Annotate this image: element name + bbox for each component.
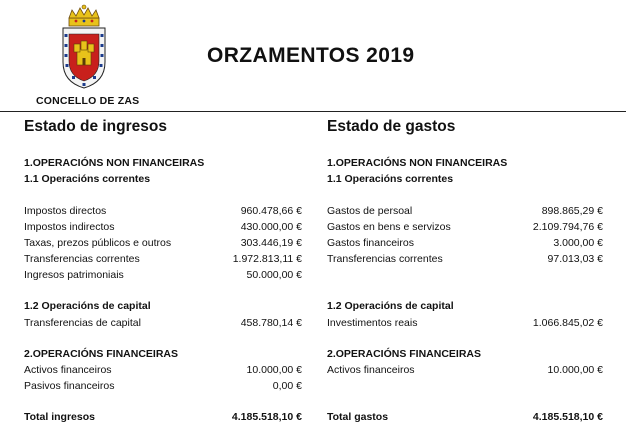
income-subsection-capital: 1.2 Operacións de capital <box>24 300 151 312</box>
expense-row: Transferencias correntes 97.013,03 € <box>327 253 603 265</box>
expense-row: Gastos financeiros 3.000,00 € <box>327 237 603 249</box>
coat-of-arms-icon <box>60 4 108 90</box>
income-total: Total ingresos 4.185.518,10 € <box>24 411 302 423</box>
expense-row: Gastos en bens e servizos 2.109.794,76 € <box>327 221 603 233</box>
council-name: CONCELLO DE ZAS <box>36 95 140 107</box>
income-section-financial: 2.OPERACIÓNS FINANCEIRAS <box>24 348 179 360</box>
income-row: Transferencias correntes 1.972.813,11 € <box>24 253 302 265</box>
income-row: Impostos indirectos 430.000,00 € <box>24 221 302 233</box>
expenses-total: Total gastos 4.185.518,10 € <box>327 411 603 423</box>
income-title: Estado de ingresos <box>24 118 167 135</box>
income-section-non-financial: 1.OPERACIÓNS NON FINANCEIRAS <box>24 157 205 169</box>
income-row: Transferencias de capital 458.780,14 € <box>24 317 302 329</box>
expense-row: Investimentos reais 1.066.845,02 € <box>327 317 603 329</box>
expenses-section-financial: 2.OPERACIÓNS FINANCEIRAS <box>327 348 482 360</box>
income-row: Impostos directos 960.478,66 € <box>24 205 302 217</box>
document-header <box>0 0 626 112</box>
income-subsection-current: 1.1 Operacións correntes <box>24 173 151 185</box>
page-title: ORZAMENTOS 2019 <box>207 44 415 67</box>
expenses-subsection-current: 1.1 Operacións correntes <box>327 173 454 185</box>
expenses-title: Estado de gastos <box>327 118 456 135</box>
expense-row: Activos financeiros 10.000,00 € <box>327 364 603 376</box>
income-row: Activos financeiros 10.000,00 € <box>24 364 302 376</box>
expenses-section-non-financial: 1.OPERACIÓNS NON FINANCEIRAS <box>327 157 508 169</box>
income-row: Ingresos patrimoniais 50.000,00 € <box>24 269 302 281</box>
expense-row: Gastos de persoal 898.865,29 € <box>327 205 603 217</box>
income-row: Pasivos financeiros 0,00 € <box>24 380 302 392</box>
expenses-subsection-capital: 1.2 Operacións de capital <box>327 300 454 312</box>
income-row: Taxas, prezos públicos e outros 303.446,19 € <box>24 237 302 249</box>
